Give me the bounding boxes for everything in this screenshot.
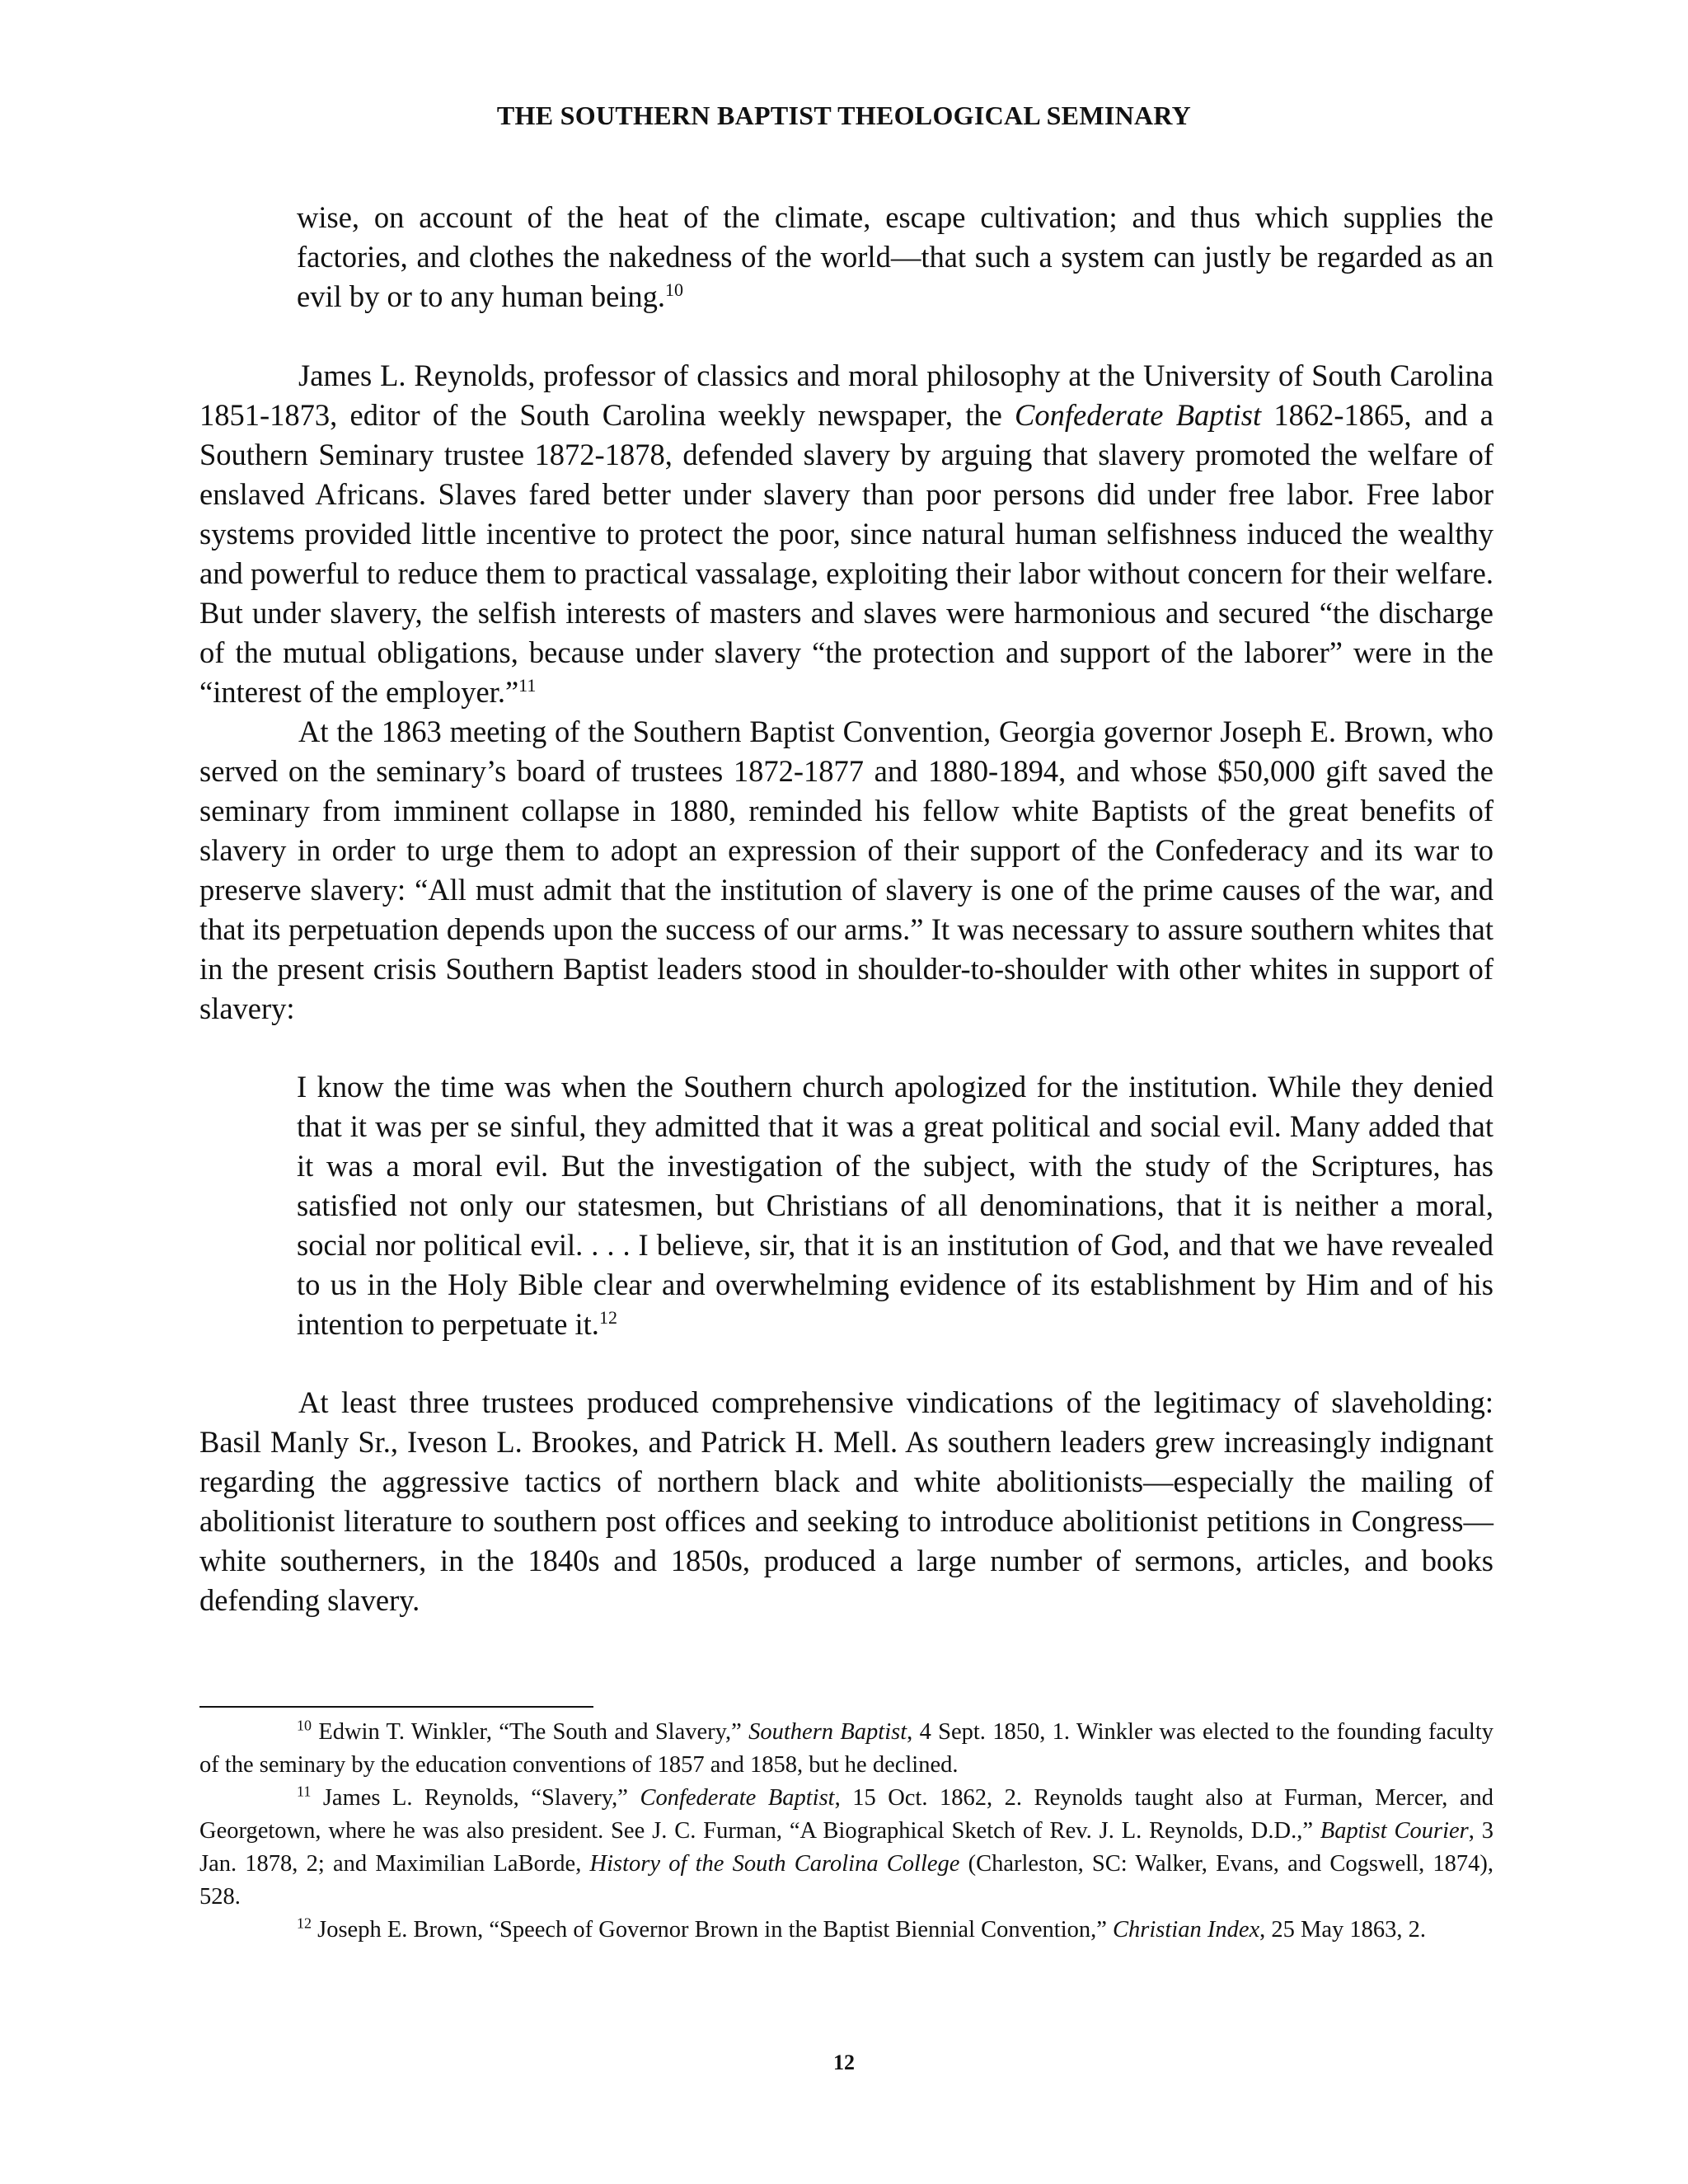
running-header: THE SOUTHERN BAPTIST THEOLOGICAL SEMINARY [496, 101, 1192, 130]
footnote-text: Joseph E. Brown, “Speech of Governor Brown in the Baptist Biennial Convention,” [312, 1917, 1114, 1943]
body-reynolds-and-brown [199, 356, 1493, 1029]
quote-text: wise, on account of the heat of the climate, escape cultivation; and thus which supplies the factories, and clothes the nakedness of the world—that such a system can justly be regarded as an evil by or to any human being. [297, 200, 1493, 313]
paragraph-text: James L. Reynolds, professor of classics and moral philosophy at the University of South Carolina 1851-1873, editor of the South Carolina weekly newspaper, the [199, 359, 1493, 432]
paragraph-reynolds [199, 356, 1493, 712]
footnote-italic-title: Confederate Baptist [640, 1785, 835, 1811]
body-trustees [199, 1383, 1493, 1620]
footnote-12 [199, 1914, 1493, 1947]
footnote-divider [199, 1706, 593, 1708]
page-number: 12 [833, 2050, 855, 2074]
footnotes [199, 1716, 1493, 1947]
footnote-italic-title: Christian Index [1113, 1917, 1260, 1943]
footnote-text: Edwin T. Winkler, “The South and Slavery,” [312, 1719, 749, 1745]
footnote-text: , 4 Sept. 1850, 1. Winkler was elected to the founding faculty of the seminary by the education conventions of 1857 and 1858, but he declined. [199, 1719, 1493, 1778]
footnote-11 [199, 1782, 1493, 1914]
paragraph-brown [199, 712, 1493, 1029]
footnote-text: , 3 Jan. 1878, 2; and Maximilian LaBorde, [199, 1818, 1494, 1877]
footnote-italic-title: History of the South Carolina College [589, 1851, 960, 1877]
block-quote-brown [297, 1067, 1493, 1344]
paragraph-text: 1862-1865, and a Southern Seminary trustee 1872-1878, defended slavery by arguing that slavery promoted the welfare of enslaved Africans. Slaves fared better under slavery than poor persons did under free labor. Free labor systems provided little incentive to protect the poor, since natural human selfishness induced the wealthy and powerful to reduce them to practical vassalage, exploiting their labor without concern for their welfare. But under slavery, the selfish interests of masters and slaves were harmonious and secured “the discharge of the mutual obligations, because under slavery “the protection and support of the laborer” were in the “interest of the employer.” [199, 398, 1493, 709]
quote-text: I know the time was when the Southern church apologized for the institution. While they denied that it was per se sinful, they admitted that it was a great political and social evil. Many added that it was a moral evil. But the investigation of the subject, with the study of the Scriptures, has satisfied not only our statesmen, but Christians of all denominations, that it is neither a moral, social nor political evil. . . . I believe, sir, that it is an institution of God, and that we have revealed to us in the Holy Bible clear and overwhelming evidence of its establishment by Him and of his intention to perpetuate it. [297, 1070, 1493, 1341]
footnote-ref-12[interactable]: 12 [598, 1306, 617, 1328]
footnote-number: 11 [297, 1783, 312, 1800]
block-quote-winkler [297, 198, 1493, 316]
footnote-number: 10 [297, 1717, 312, 1734]
paragraph-trustees [199, 1383, 1493, 1620]
footnote-ref-10[interactable]: 10 [665, 279, 684, 300]
footnote-number: 12 [297, 1915, 312, 1932]
footnote-italic-title: Baptist Courier [1320, 1818, 1469, 1844]
footnote-text: James L. Reynolds, “Slavery,” [311, 1785, 640, 1811]
footnote-text: , 15 Oct. 1862, 2. Reynolds taught also at Furman, Mercer, and Georgetown, where he was also president. See J. C. Furman, “A Biographical Sketch of Rev. J. L. Reynolds, D.D.,” [199, 1785, 1493, 1844]
footnote-ref-11[interactable]: 11 [518, 674, 537, 696]
footnote-italic-title: Southern Baptist [748, 1719, 907, 1745]
footnote-text: (Charleston, SC: Walker, Evans, and Cogswell, 1874), 528. [199, 1851, 1494, 1910]
footnote-10 [199, 1716, 1493, 1782]
paragraph-text: At least three trustees produced comprehensive vindications of the legitimacy of slaveholding: Basil Manly Sr., Iveson L. Brookes, and Patrick H. Mell. As southern leaders grew increasingly indignant regarding the aggressive tactics of northern black and white abolitionists—especially the mailing of abolitionist literature to southern post offices and seeking to introduce abolitionist petitions in Congress—white southerners, in the 1840s and 1850s, produced a large number of sermons, articles, and books defending slavery. [199, 1385, 1493, 1617]
paragraph-text: At the 1863 meeting of the Southern Baptist Convention, Georgia governor Joseph E. Brown, who served on the seminary’s board of trustees 1872-1877 and 1880-1894, and whose $50,000 gift saved the seminary from imminent collapse in 1880, reminded his fellow white Baptists of the great benefits of slavery in order to urge them to adopt an expression of their support of the Confederacy and its war to preserve slavery: “All must admit that the institution of slavery is one of the prime causes of the war, and that its perpetuation depends upon the success of our arms.” It was necessary to assure southern whites that in the present crisis Southern Baptist leaders stood in shoulder-to-shoulder with other whites in support of slavery: [199, 715, 1493, 1025]
paragraph-italic-title: Confederate Baptist [1015, 398, 1262, 432]
footnote-text: , 25 May 1863, 2. [1259, 1917, 1427, 1943]
